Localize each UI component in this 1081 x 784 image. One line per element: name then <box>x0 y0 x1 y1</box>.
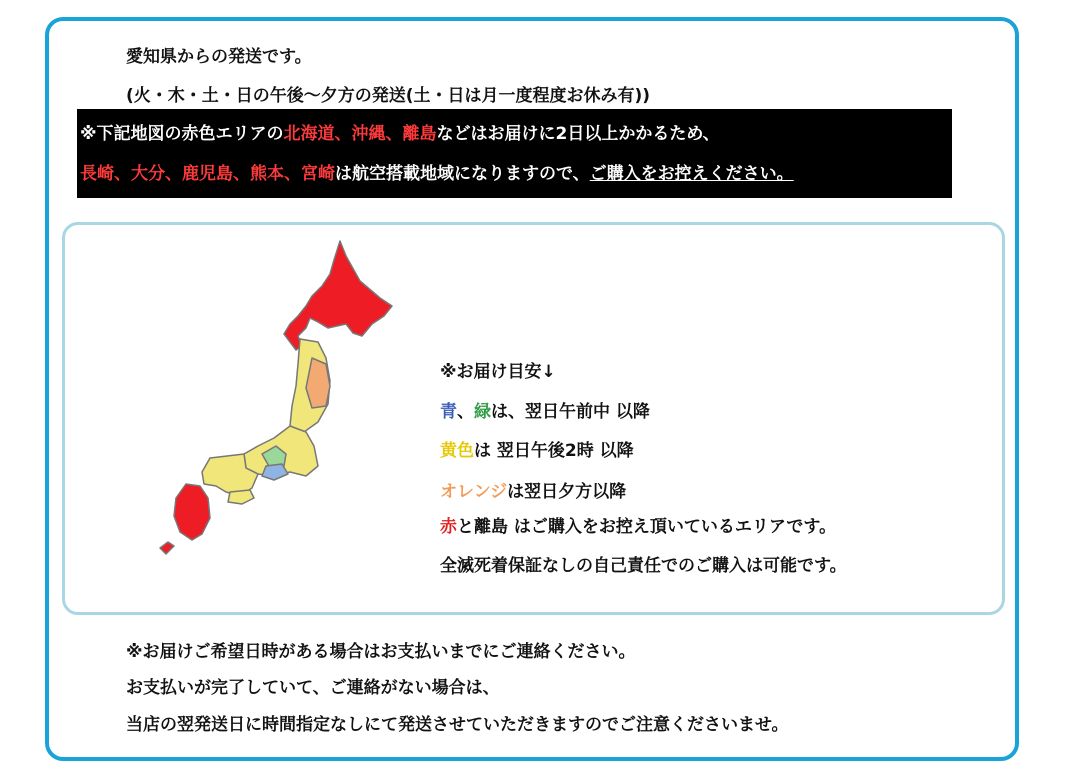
notice-line-2: 長崎、大分、鹿児島、熊本、宮崎は航空搭載地域になりますので、ご購入をお控えください。 <box>80 164 794 184</box>
footer-line-3: 当店の翌発送日に時間指定なしにて発送させていただきますのでご注意くださいませ。 <box>126 715 789 735</box>
legend-blue-green: 青、緑は、翌日午前中 以降 <box>440 402 650 422</box>
blue-region <box>262 464 288 480</box>
footer-line-1: ※お届けご希望日時がある場合はお支払いまでにご連絡ください。 <box>126 642 636 662</box>
legend-yellow: 黄色は 翌日午後2時 以降 <box>440 441 634 461</box>
red-regions-2: 長崎、大分、鹿児島、熊本、宮崎 <box>80 164 335 184</box>
kyushu-region <box>174 484 210 540</box>
red-regions-1: 北海道、沖縄、離島 <box>283 124 437 144</box>
legend-red: 赤と離島 はご購入をお控え頂いているエリアです。 <box>440 517 837 537</box>
footer-line-2: お支払いが完了していて、ご連絡がない場合は、 <box>126 678 500 698</box>
notice-line-1: ※下記地図の赤色エリアの北海道、沖縄、離島などはお届けに2日以上かかるため、 <box>80 124 720 144</box>
refrain-purchase-text: ご購入をお控えください。 <box>589 164 794 184</box>
origin-text: 愛知県からの発送です。 <box>126 47 312 67</box>
legend-note: 全滅死着保証なしの自己責任でのご購入は可能です。 <box>440 556 847 576</box>
shikoku-region <box>228 490 254 504</box>
okinawa-region <box>160 542 174 554</box>
hokkaido-region <box>284 241 392 350</box>
notice-box <box>77 109 952 198</box>
japan-delivery-map <box>150 236 440 566</box>
legend-title: ※お届け目安↓ <box>440 362 556 382</box>
shipping-days-text: (火・木・土・日の午後～夕方の発送(土・日は月一度程度お休み有)) <box>126 86 651 106</box>
legend-orange: オレンジは翌日夕方以降 <box>440 482 627 502</box>
